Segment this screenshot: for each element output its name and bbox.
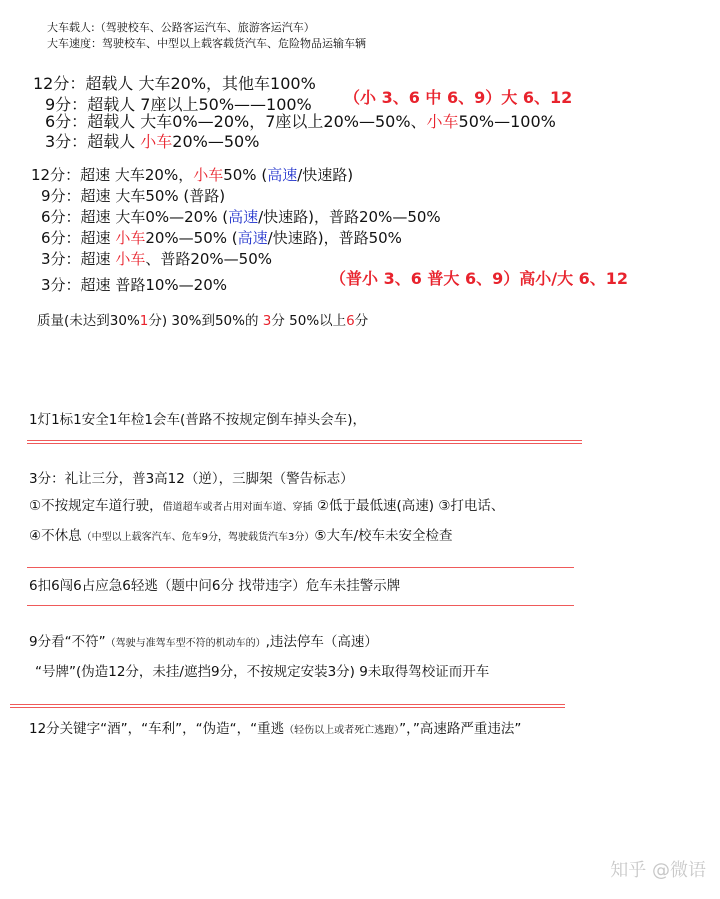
quality-line: 质量(未达到30%1分) 30%到50%的 3分 50%以上6分	[37, 313, 369, 329]
speed-row-6a: 6分：超速 大车0%—20% (高速/快速路)，普路20%—50%	[41, 208, 441, 226]
divider-1	[27, 440, 582, 444]
overload-row-3: 3分：超载人 小车20%—50%	[45, 132, 260, 151]
section2-line3: ④不休息（中型以上载客汽车、危车9分，驾驶载货汽车3分）⑤大车/校车未安全检查	[29, 528, 453, 544]
divider-2	[27, 567, 574, 568]
section2-title: 3分：礼让三分，普3高12（逆），三脚架（警告标志）	[29, 471, 354, 487]
speed-row-3a: 3分：超速 小车、普路20%—50%	[41, 250, 273, 268]
divider-4	[10, 704, 565, 708]
speed-row-9: 9分：超速 大车50% (普路)	[41, 187, 226, 205]
section2-line2: ①不按规定车道行驶，借道超车或者占用对面车道、穿插 ②低于最低速(高速) ③打电话、	[29, 498, 505, 514]
header-line-1: 大车载人:（驾驶校车、公路客运汽车、旅游客运汽车）	[47, 21, 315, 34]
speed-row-6b: 6分：超速 小车20%—50% (高速/快速路)，普路50%	[41, 229, 402, 247]
speed-row-3b: 3分：超速 普路10%—20%	[41, 276, 227, 294]
overload-row-9: 9分：超载人 7座以上50%——100%	[45, 95, 312, 114]
header-line-2: 大车速度：驾驶校车、中型以上载客载货汽车、危险物品运输车辆	[47, 37, 366, 50]
overload-row-12: 12分：超载人 大车20%，其他车100%	[33, 74, 316, 93]
section5-line: 12分关键字“酒”，“车利”，“伪造“，“重逃（轻伤以上或者死亡逃跑）”，”高速路严重违法”	[29, 721, 522, 737]
divider-3	[27, 605, 574, 606]
section4-line2: “号牌”(伪造12分，未挂/遮挡9分，不按规定安装3分) 9未取得驾校证而开车	[35, 664, 490, 680]
speed-row-12: 12分：超速 大车20%，小车50% (高速/快速路)	[31, 166, 354, 184]
section1-text: 1灯1标1安全1年检1会车(普路不按规定倒车掉头会车)，	[29, 412, 366, 428]
overload-row-6: 6分：超载人 大车0%—20%，7座以上20%—50%、小车50%—100%	[45, 112, 556, 131]
overload-note: （小 3、6 中 6、9）大 6、12	[344, 88, 573, 107]
watermark: 知乎 @微语	[610, 860, 706, 881]
speed-note: （普小 3、6 普大 6、9）高小/大 6、12	[330, 269, 629, 288]
section3-text: 6扣6闯6占应急6轻逃（题中问6分 找带违字）危车未挂警示牌	[29, 578, 401, 594]
section4-line1: 9分看“不符”（驾驶与准驾车型不符的机动车的）,违法停车（高速）	[29, 634, 378, 650]
